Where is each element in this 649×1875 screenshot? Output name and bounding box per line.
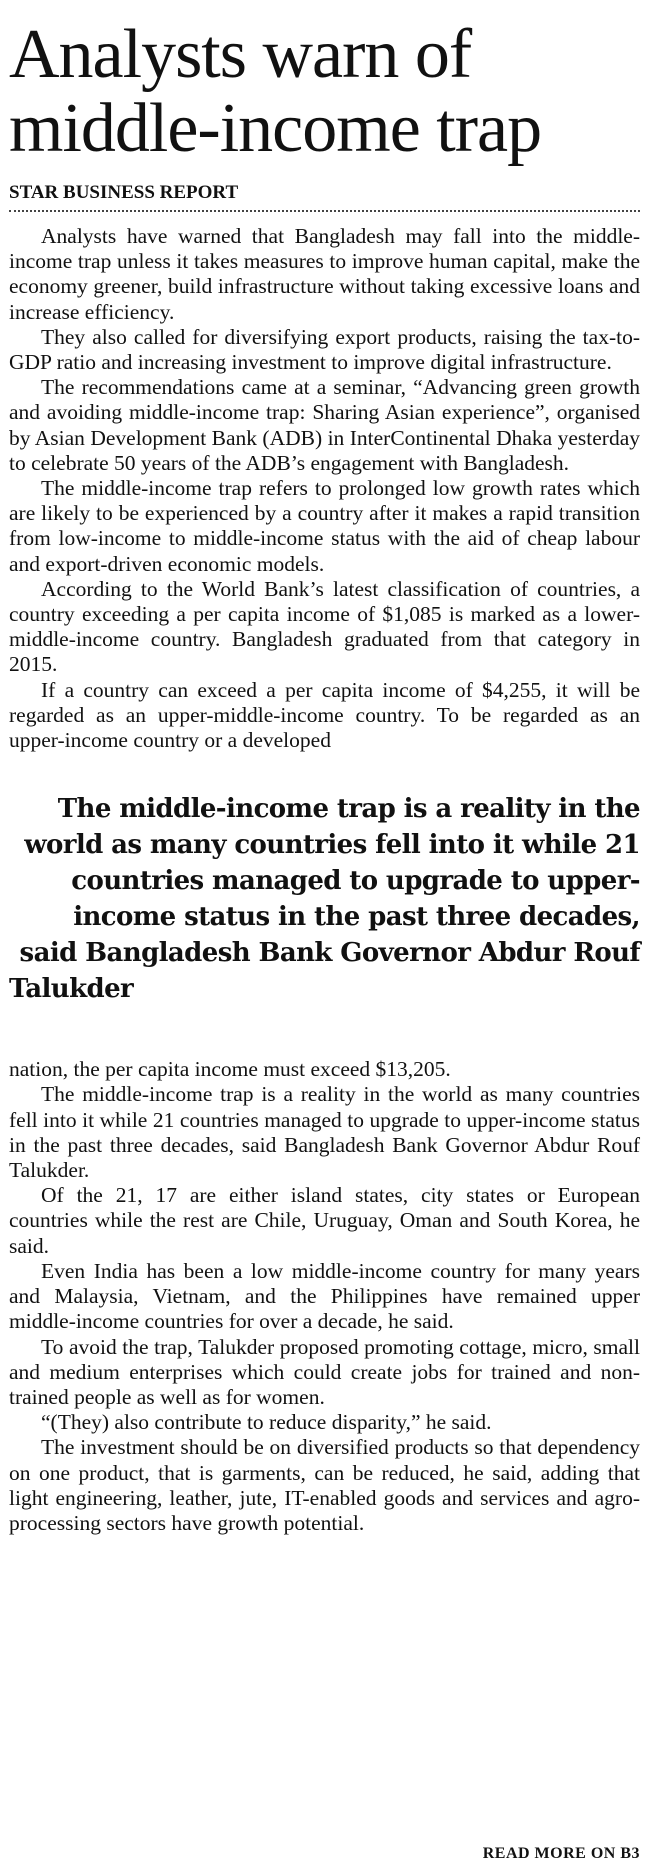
paragraph: The investment should be on diversified products so that dependency on one product, that is garments, can be reduced, he said, adding that light engineering, leather, jute, IT-enabled goods and services and agro-processing sectors have growth potential. xyxy=(9,1435,640,1535)
headline-line-2: middle-income trap xyxy=(9,90,542,167)
read-more-link[interactable]: READ MORE ON B3 xyxy=(482,1845,640,1862)
paragraph: Analysts have warned that Bangladesh may fall into the middle-income trap unless it takes measures to improve human capital, make the economy greener, build infrastructure without taking excessive loans and increase efficiency. xyxy=(9,224,640,324)
paragraph-continuation: nation, the per capita income must exceed $13,205. xyxy=(9,1057,451,1082)
paragraph: If a country can exceed a per capita income of $4,255, it will be regarded as an upper-middle-income country. To be regarded as an upper-income country or a developed xyxy=(9,677,640,753)
paragraph: The middle-income trap is a reality in the world as many countries fell into it while 21 countries managed to upgrade to upper-income status in the past three decades, said Bangladesh Bank Governor Abdur Rouf Talukder. xyxy=(9,1082,640,1183)
paragraph: They also called for diversifying export products, raising the tax-to-GDP ratio and increasing investment to improve digital infrastructure. xyxy=(9,324,640,375)
paragraph: The recommendations came at a seminar, “Advancing green growth and avoiding middle-income trap: Sharing Asian experience”, organised by Asian Development Bank (ADB) in InterContinental Dhaka yesterday to celebrate 50 years of the ADB’s engagement with Bangladesh. xyxy=(9,375,640,475)
headline-line-1: Analysts warn of xyxy=(9,16,472,93)
byline: STAR BUSINESS REPORT xyxy=(9,182,239,203)
pull-quote: The middle-income trap is a reality in the world as many countries fell into it while 21 countries managed to upgrade to upper-income status in the past three decades, said Bangladesh Bank Governor Abdur Rouf Talukder xyxy=(9,794,640,1005)
dotted-divider xyxy=(9,210,640,212)
paragraph: The middle-income trap refers to prolonged low growth rates which are likely to be experienced by a country after it makes a rapid transition from low-income to middle-income status with the aid of cheap labour and export-driven economic models. xyxy=(9,476,640,576)
paragraph: According to the World Bank’s latest classification of countries, a country exceeding a per capita income of $1,085 is marked as a lower-middle-income country. Bangladesh graduated from that category in 2015. xyxy=(9,576,640,677)
article-body xyxy=(9,224,640,1536)
headline xyxy=(9,0,640,166)
paragraph: Even India has been a low middle-income country for many years and Malaysia, Vietnam, and the Philippines have remained upper middle-income countries for over a decade, he said. xyxy=(9,1258,640,1334)
paragraph: To avoid the trap, Talukder proposed promoting cottage, micro, small and medium enterprises which could create jobs for trained and non-trained people as well as for women. xyxy=(9,1334,640,1409)
paragraph: Of the 21, 17 are either island states, city states or European countries while the rest are Chile, Uruguay, Oman and South Korea, he said. xyxy=(9,1183,640,1258)
paragraph: “(They) also contribute to reduce disparity,” he said. xyxy=(41,1410,492,1435)
